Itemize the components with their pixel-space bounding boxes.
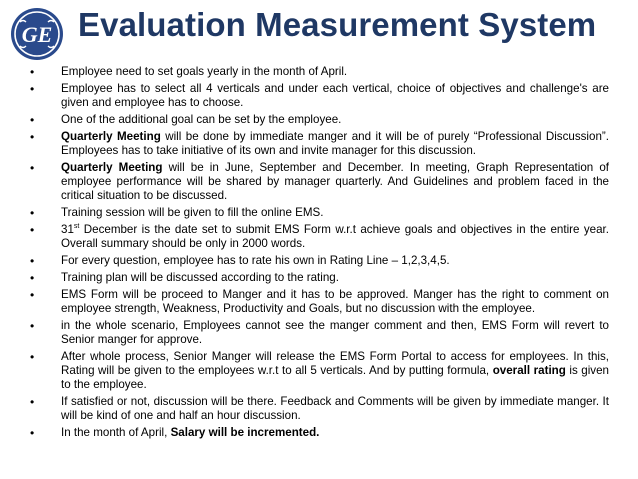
list-item: • Training plan will be discussed according to the rating. (30, 271, 339, 285)
list-item: • Quarterly Meeting will be done by immediate manger and it will be of purely “Professional Discussion”. Employees has to take initiative of its own and invite manager for this discussion. (30, 130, 609, 157)
svg-text:GE: GE (21, 22, 53, 47)
list-item: • For every question, employee has to rate his own in Rating Line – 1,2,3,4,5. (30, 254, 450, 268)
list-item: • One of the additional goal can be set by the employee. (30, 113, 342, 127)
bullet-list (0, 65, 638, 443)
list-item: • EMS Form will be proceed to Manger and it has to be approved. Manger has the right to comment on employee strength, Weakness, Productivity and Goals, but no discussion with the employee. (30, 288, 609, 315)
list-item: • Employee has to select all 4 verticals and under each vertical, choice of objectives and challenge's are given and employee has to choose. (30, 82, 609, 109)
list-item: • Quarterly Meeting will be in June, September and December. In meeting, Graph Representation of employee performance will be shared by manager quarterly. And Guidelines and problem faced in the critical situation to be discussed. (30, 161, 609, 202)
list-item: • Employee need to set goals yearly in the month of April. (30, 65, 348, 79)
list-item: • In the month of April, Salary will be incremented. (30, 426, 320, 440)
list-item: • 31st December is the date set to submit EMS Form w.r.t achieve goals and objectives in the entire year. Overall summary should be only in 2000 words. (30, 223, 609, 250)
page-title: Evaluation Measurement System (78, 6, 597, 43)
list-item: • If satisfied or not, discussion will be there. Feedback and Comments will be given by immediate manger. It will be kind of one and half an hour discussion. (30, 395, 609, 422)
list-item: • in the whole scenario, Employees cannot see the manger comment and then, EMS Form will revert to Senior manger for approve. (30, 319, 609, 346)
list-item: • Training session will be given to fill the online EMS. (30, 206, 324, 220)
list-item: • After whole process, Senior Manger will release the EMS Form Portal to access for employees. In this, Rating will be given to the employees w.r.t to all 5 verticals. And by putting formula, overall rating is given to the employee. (30, 350, 609, 391)
ge-logo-icon (10, 7, 64, 61)
